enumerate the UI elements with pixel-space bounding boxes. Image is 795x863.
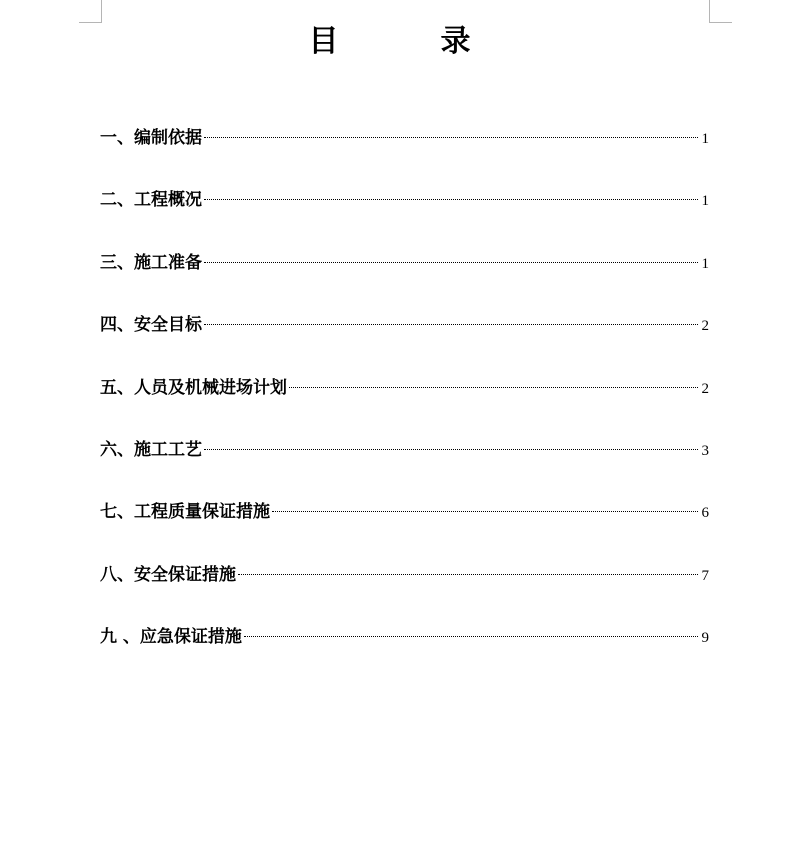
toc-entry-page: 1 bbox=[701, 255, 709, 272]
toc-entry-3[interactable] bbox=[100, 248, 709, 310]
toc-entry-label: 九 、应急保证措施 bbox=[100, 627, 242, 648]
toc-title: 目 录 bbox=[308, 24, 507, 59]
toc-entry-label: 六、施工工艺 bbox=[100, 439, 202, 460]
toc-entry-page: 1 bbox=[701, 193, 709, 210]
toc-leader-dots bbox=[204, 262, 698, 263]
toc-entry-label: 二、工程概况 bbox=[100, 190, 202, 211]
toc-leader-dots bbox=[204, 324, 698, 325]
toc-entry-page: 6 bbox=[701, 505, 709, 522]
crop-mark-top-right bbox=[709, 0, 732, 23]
toc-entry-page: 2 bbox=[701, 318, 709, 335]
toc-entry-label: 七、工程质量保证措施 bbox=[100, 502, 270, 523]
toc-leader-dots bbox=[204, 137, 698, 138]
toc-entry-label: 三、施工准备 bbox=[100, 252, 202, 273]
toc-entry-page: 2 bbox=[701, 380, 709, 397]
toc-entry-page: 3 bbox=[701, 442, 709, 459]
toc-leader-dots bbox=[272, 511, 698, 512]
toc-entry-9[interactable] bbox=[100, 622, 709, 684]
toc-entry-label: 五、人员及机械进场计划 bbox=[100, 377, 287, 398]
toc-entry-page: 7 bbox=[701, 567, 709, 584]
table-of-contents bbox=[100, 123, 709, 685]
toc-leader-dots bbox=[244, 636, 698, 637]
toc-entry-label: 一、编制依据 bbox=[100, 128, 202, 148]
toc-entry-page: 9 bbox=[701, 630, 709, 647]
toc-leader-dots bbox=[289, 387, 698, 388]
toc-entry-label: 四、安全目标 bbox=[100, 315, 202, 336]
toc-leader-dots bbox=[204, 199, 698, 200]
toc-entry-8[interactable] bbox=[100, 560, 709, 622]
toc-entry-4[interactable] bbox=[100, 310, 709, 372]
toc-entry-page: 1 bbox=[701, 131, 709, 147]
toc-entry-2[interactable] bbox=[100, 185, 709, 247]
toc-entry-5[interactable] bbox=[100, 373, 709, 435]
toc-entry-1[interactable] bbox=[100, 123, 709, 185]
toc-entry-label: 八、安全保证措施 bbox=[100, 564, 236, 585]
toc-leader-dots bbox=[204, 449, 698, 450]
toc-entry-7[interactable] bbox=[100, 497, 709, 559]
crop-mark-top-left bbox=[79, 0, 102, 23]
toc-entry-6[interactable] bbox=[100, 435, 709, 497]
toc-leader-dots bbox=[238, 574, 698, 575]
